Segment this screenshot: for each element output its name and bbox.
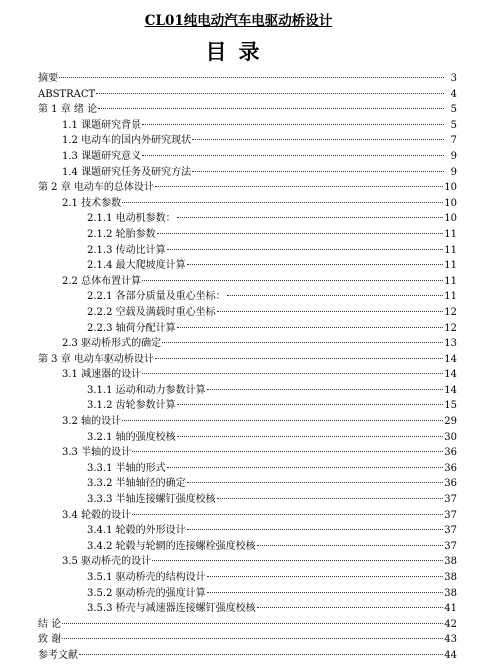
toc-entry-title: 3.5.1 驱动桥壳的结构设计: [87, 572, 206, 583]
toc-entry-page: 43: [444, 634, 457, 646]
toc-entry-page: 4: [450, 88, 457, 100]
toc-entry-page: 9: [450, 150, 457, 162]
toc-entry[interactable]: [38, 430, 457, 446]
toc-entry[interactable]: [38, 258, 457, 274]
toc-leader-dots: [187, 529, 444, 530]
toc-entry[interactable]: [38, 102, 457, 118]
toc-entry-title: 2.1.1 电动机参数：: [87, 213, 176, 225]
toc-entry-page: 5: [450, 104, 457, 116]
toc-leader-dots: [142, 280, 443, 281]
toc-entry-title: 1.4 课题研究任务及研究方法: [62, 166, 192, 178]
toc-entry-title: 2.2.1 各部分质量及重心坐标：: [87, 291, 226, 303]
toc-leader-dots: [62, 638, 443, 639]
toc-entry-page: 11: [444, 275, 457, 287]
toc-entry-title: 3.5.2 驱动桥壳的强度计算: [87, 587, 206, 599]
toc-entry[interactable]: [38, 305, 457, 321]
toc-entry[interactable]: [38, 274, 457, 290]
toc-entry-title: 参考文献: [38, 649, 78, 661]
toc-entry-title: 3.5.3 桥壳与减速器连接螺钉强度校核: [87, 603, 256, 615]
toc-leader-dots: [177, 436, 444, 437]
toc-entry-page: 41: [444, 603, 457, 615]
toc-entry[interactable]: [38, 227, 457, 243]
toc-entry[interactable]: [38, 133, 457, 149]
toc-entry[interactable]: [38, 289, 457, 305]
toc-entry-title: 第 3 章 电动车驱动桥设计: [38, 353, 154, 365]
toc-entry[interactable]: [38, 554, 457, 570]
toc-leader-dots: [257, 545, 444, 546]
document-title: [0, 12, 477, 30]
toc-leader-dots: [207, 576, 444, 577]
toc-entry-page: 38: [444, 572, 457, 583]
toc-entry-title: 3.1.2 齿轮参数计算: [87, 400, 176, 412]
toc-entry[interactable]: [38, 476, 457, 492]
toc-entry[interactable]: [38, 508, 457, 524]
toc-entry-page: 5: [450, 119, 457, 131]
toc-entry-title: 第 2 章 电动车的总体设计: [38, 182, 154, 194]
toc-leader-dots: [62, 623, 443, 624]
toc-leader-dots: [167, 467, 444, 468]
toc-leader-dots: [142, 155, 444, 156]
toc-entry-title: 3.3.1 半轴的形式: [87, 462, 166, 474]
toc-entry[interactable]: [38, 570, 457, 586]
toc-entry-page: 14: [444, 384, 457, 396]
toc-entry-page: 12: [444, 306, 457, 318]
toc-entry-page: 29: [444, 416, 457, 428]
toc-entry-title: 2.2.3 轴荷分配计算: [87, 322, 176, 334]
toc-leader-dots: [167, 249, 444, 250]
toc-leader-dots: [96, 93, 444, 94]
toc-entry-page: 10: [444, 182, 457, 194]
toc-leader-dots: [192, 139, 444, 140]
toc-leader-dots: [217, 498, 444, 499]
toc-leader-dots: [155, 186, 443, 187]
toc-leader-dots: [122, 202, 443, 203]
toc-entry-page: 37: [444, 540, 457, 552]
toc-entry-page: 14: [444, 369, 457, 381]
toc-entry[interactable]: [38, 118, 457, 134]
toc-entry-page: 38: [444, 556, 457, 568]
toc-entry-page: 36: [444, 478, 457, 490]
toc-entry-title: 1.3 课题研究意义: [62, 150, 142, 162]
toc-leader-dots: [177, 217, 444, 218]
toc-leader-dots: [192, 171, 444, 172]
toc-entry[interactable]: [38, 539, 457, 555]
toc-entry-page: 3: [450, 73, 457, 84]
toc-leader-dots: [59, 77, 444, 78]
toc-entry-title: 3.4.1 轮毂的外形设计: [87, 525, 186, 537]
toc-leader-dots: [257, 607, 444, 608]
toc-entry-page: 36: [444, 462, 457, 474]
toc-leader-dots: [157, 233, 444, 234]
toc-entry-page: 37: [444, 525, 457, 537]
toc-entry-title: 致 谢: [38, 634, 62, 646]
toc-entry-page: 11: [444, 291, 457, 303]
toc-leader-dots: [142, 124, 444, 125]
toc-entry[interactable]: [38, 243, 457, 259]
toc-entry-page: 15: [444, 400, 457, 412]
toc-leader-dots: [98, 108, 444, 109]
toc-entry[interactable]: [38, 321, 457, 337]
toc-entry-title: 摘要: [38, 73, 58, 84]
toc-entry-title: 1.2 电动车的国内外研究现状: [62, 135, 192, 147]
toc-leader-dots: [217, 311, 444, 312]
toc-entry[interactable]: [38, 601, 457, 617]
toc-entry[interactable]: [38, 414, 457, 430]
toc-entry[interactable]: [38, 367, 457, 383]
toc-entry[interactable]: [38, 461, 457, 477]
toc-entry[interactable]: [38, 383, 457, 399]
toc-leader-dots: [227, 295, 444, 296]
toc-entry-page: 10: [444, 213, 457, 225]
toc-entry-title: 3.1 减速器的设计: [62, 369, 142, 381]
toc-entry-page: 38: [444, 587, 457, 599]
toc-leader-dots: [187, 482, 444, 483]
toc-entry-title: 2.1.2 轮胎参数: [87, 228, 156, 240]
toc-entry-title: 3.4 轮毂的设计: [62, 509, 132, 521]
toc-entry[interactable]: [38, 165, 457, 181]
toc-entry-page: 30: [444, 431, 457, 443]
toc-entry[interactable]: [38, 648, 457, 664]
toc-entry-page: 11: [444, 228, 457, 240]
toc-entry-title: 2.2 总体布置计算: [62, 275, 142, 287]
toc-entry-title: 2.2.2 空载及满载时重心坐标: [87, 306, 216, 318]
toc-leader-dots: [79, 654, 443, 655]
toc-entry-page: 37: [444, 494, 457, 506]
toc-leader-dots: [187, 264, 444, 265]
toc-entry-page: 11: [444, 244, 457, 256]
toc-entry[interactable]: [38, 71, 457, 87]
toc-entry[interactable]: [38, 445, 457, 461]
toc-entry-title: 3.3.3 半轴连接螺钉强度校核: [87, 494, 216, 506]
toc-leader-dots: [155, 358, 443, 359]
toc-entry[interactable]: [38, 352, 457, 368]
document-title-text: CL01纯电动汽车电驱动桥设计: [144, 13, 333, 29]
toc-entry[interactable]: [38, 180, 457, 196]
toc-entry-page: 11: [444, 260, 457, 272]
toc-entry-title: 第 1 章 绪 论: [38, 104, 98, 116]
toc-leader-dots: [207, 592, 444, 593]
toc-entry-page: 42: [444, 618, 457, 630]
toc-entry-page: 44: [444, 649, 457, 661]
toc-leader-dots: [142, 373, 443, 374]
toc-entry-title: 3.2.1 轴的强度校核: [87, 431, 176, 443]
table-of-contents: [38, 71, 457, 664]
toc-entry[interactable]: [38, 398, 457, 414]
toc-entry[interactable]: [38, 196, 457, 212]
toc-entry[interactable]: [38, 149, 457, 165]
toc-entry[interactable]: [38, 617, 457, 633]
toc-entry-page: 12: [444, 322, 457, 334]
toc-entry-title: 3.4.2 轮毂与轮辋的连接螺栓强度校核: [87, 540, 256, 552]
toc-entry-title: 2.1.3 传动比计算: [87, 244, 166, 256]
toc-entry-title: 1.1 课题研究背景: [62, 119, 142, 131]
toc-entry-title: 3.3 半轴的设计: [62, 447, 132, 459]
toc-leader-dots: [207, 389, 444, 390]
toc-entry[interactable]: [38, 523, 457, 539]
toc-entry-title: 2.1 技术参数: [62, 197, 122, 209]
toc-entry-page: 7: [450, 135, 457, 147]
toc-entry-title: 3.5 驱动桥壳的设计: [62, 556, 152, 568]
toc-leader-dots: [132, 451, 443, 452]
toc-entry-title: 2.1.4 最大爬坡度计算: [87, 260, 186, 272]
toc-leader-dots: [177, 404, 444, 405]
toc-leader-dots: [177, 327, 444, 328]
toc-leader-dots: [152, 560, 443, 561]
toc-leader-dots: [132, 514, 443, 515]
toc-entry-title: 结 论: [38, 618, 62, 630]
toc-entry[interactable]: [38, 336, 457, 352]
toc-entry[interactable]: [38, 211, 457, 227]
toc-entry-page: 9: [450, 166, 457, 178]
toc-entry[interactable]: [38, 87, 457, 103]
toc-entry-title: 3.3.2 半轴轴径的确定: [87, 478, 186, 490]
toc-heading: 目录: [205, 40, 272, 64]
toc-entry-page: 13: [444, 338, 457, 350]
toc-leader-dots: [162, 342, 443, 343]
toc-entry-page: 14: [444, 353, 457, 365]
toc-entry-title: 3.2 轴的设计: [62, 416, 122, 428]
toc-entry[interactable]: [38, 492, 457, 508]
toc-leader-dots: [122, 420, 443, 421]
toc-entry-page: 10: [444, 197, 457, 209]
toc-entry-page: 36: [444, 447, 457, 459]
toc-entry[interactable]: [38, 632, 457, 648]
toc-entry-title: 2.3 驱动桥形式的确定: [62, 338, 162, 350]
toc-entry-page: 37: [444, 509, 457, 521]
toc-entry-title: ABSTRACT: [38, 88, 96, 100]
toc-entry-title: 3.1.1 运动和动力参数计算: [87, 384, 206, 396]
toc-entry[interactable]: [38, 586, 457, 602]
